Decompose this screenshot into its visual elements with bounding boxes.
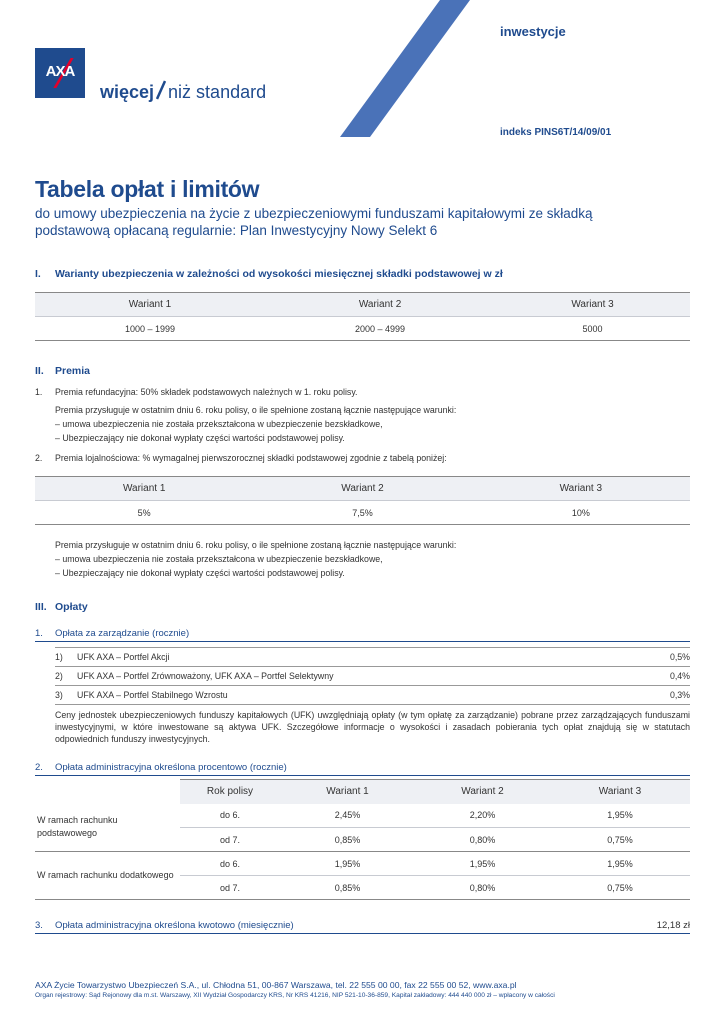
year-cell: do 6. [180,804,280,828]
tagline-slash [156,80,166,100]
table-row [55,686,690,705]
management-fee-note: Ceny jednostek ubezpieczeniowych funduszy kapitałowych (UFK) uwzględniają opłaty (w tym opłatę za zarządzanie) pobrane przez zarządzających funduszami inwestycyjnymi, w które inwestowane są aktywa UFK. Szczegółowe informacje o wysokości i zasadach pobierania tych opłat znajdują się w statutach odpowiednich funduszy inwestycyjnych. [55,710,690,744]
premia-item-2: Premia lojalnościowa: % wymagalnej pierwszorocznej składki podstawowej zgodnie z tabelą poniżej: [55,453,447,463]
fee-title: Opłata administracyjna określona procentowo (rocznie) [55,762,287,773]
loyalty-condition-intro: Premia przysługuje w ostatnim dniu 6. roku polisy, o ile spełnione zostaną łącznie następujące warunki: [55,540,457,550]
value-cell: 1000 – 1999 [35,317,265,341]
row-value: 0,4% [646,667,690,686]
value-cell: 2,20% [415,804,550,828]
fee2-heading [35,762,690,776]
premia-condition-intro: Premia przysługuje w ostatnim dniu 6. roku polisy, o ile spełnione zostaną łącznie następujące warunki: [55,405,457,415]
header-cell: Wariant 2 [265,293,495,317]
fee1-heading [35,628,690,642]
group-label: W ramach rachunku dodatkowego [35,852,180,900]
row-label: UFK AXA – Portfel Zrównoważony, UFK AXA – Portfel Selektywny [77,667,646,686]
header-cell: Wariant 3 [472,477,690,501]
header-cell: Rok polisy [180,780,280,804]
header-cell: Wariant 1 [35,293,265,317]
value-cell: 7,5% [253,501,471,525]
variants-table [35,292,690,341]
value-cell: 0,80% [415,876,550,900]
page-title: Tabela opłat i limitów [35,176,260,202]
section-title: Opłaty [55,601,88,613]
section-heading-variants [35,268,503,280]
document-index: indeks PINS6T/14/09/01 [500,127,612,138]
axa-logo [35,48,85,98]
header-cell: Wariant 2 [253,477,471,501]
row-value: 0,5% [646,648,690,667]
value-cell: 1,95% [415,852,550,876]
page-subtitle: do umowy ubezpieczenia na życie z ubezpieczeniowymi funduszami kapitałowymi ze składką podstawową opłacaną regularnie: Plan Inwestycyjny Nowy Selekt 6 [35,206,593,238]
section-title: Warianty ubezpieczenia w zależności od wysokości miesięcznej składki podstawowej w zł [55,268,503,280]
premia-condition-a: – umowa ubezpieczenia nie została przekształcona w ubezpieczenie bezskładkowe, [55,419,383,429]
premia-condition-b: – Ubezpieczający nie dokonał wypłaty części wartości podstawowej polisy. [55,433,345,443]
fee-number: 1. [35,628,43,639]
section-number: I. [35,268,41,280]
loyalty-condition-b: – Ubezpieczający nie dokonał wypłaty części wartości podstawowej polisy. [55,568,345,578]
value-cell: 1,95% [280,852,415,876]
section-tag: inwestycje [500,24,566,39]
year-cell: od 7. [180,828,280,852]
fee-title: Opłata administracyjna określona kwotowo (miesięcznie) [55,920,294,931]
section-heading-premia [35,365,90,377]
value-cell: 2,45% [280,804,415,828]
year-cell: do 6. [180,852,280,876]
table-row [55,667,690,686]
tagline-light: niż standard [168,82,267,102]
value-cell: 0,85% [280,828,415,852]
premia-item-1: Premia refundacyjna: 50% składek podstawowych należnych w 1. roku polisy. [55,387,358,397]
row-value: 0,3% [646,686,690,705]
year-cell: od 7. [180,876,280,900]
value-cell: 1,95% [550,804,690,828]
row-label: UFK AXA – Portfel Akcji [77,648,646,667]
fee3-heading [35,920,690,934]
tagline-bold: więcej [100,82,155,102]
header-cell: Wariant 1 [35,477,253,501]
fee-value: 12,18 zł [656,920,690,931]
logo-text: AXA [45,63,75,80]
header-cell: Wariant 3 [550,780,690,804]
tagline [100,78,266,103]
row-number: 3) [55,686,77,705]
loyalty-table [35,476,690,525]
section-number: II. [35,365,44,377]
value-cell: 0,75% [550,828,690,852]
value-cell: 5000 [495,317,690,341]
loyalty-condition-a: – umowa ubezpieczenia nie została przekształcona w ubezpieczenie bezskładkowe, [55,554,383,564]
fee-number: 3. [35,920,43,931]
management-fee-table [55,647,690,705]
value-cell: 0,75% [550,876,690,900]
header-cell: Wariant 2 [415,780,550,804]
value-cell: 0,80% [415,828,550,852]
value-cell: 1,95% [550,852,690,876]
footer-company: AXA Życie Towarzystwo Ubezpieczeń S.A., ul. Chłodna 51, 00-867 Warszawa, tel. 22 555 00 00, fax 22 555 00 52, www.axa.pl [35,980,517,990]
value-cell: 5% [35,501,253,525]
decorative-slash [0,0,725,140]
group-label: W ramach rachunku podstawowego [35,804,180,852]
table-row [35,804,690,828]
section-number: III. [35,601,47,613]
footer-registration: Organ rejestrowy: Sąd Rejonowy dla m.st. Warszawy, XII Wydział Gospodarczy KRS, Nr KRS 41216, NIP 521-10-36-859, Kapitał zakładowy: 444 440 000 zł – wpłacony w całości [35,992,555,999]
row-number: 2) [55,667,77,686]
list-number: 1. [35,387,43,397]
row-label: UFK AXA – Portfel Stabilnego Wzrostu [77,686,646,705]
admin-fee-table [35,779,690,900]
section-heading-fees [35,601,88,613]
row-number: 1) [55,648,77,667]
table-row [35,852,690,876]
fee-number: 2. [35,762,43,773]
header-cell: Wariant 1 [280,780,415,804]
section-title: Premia [55,365,91,377]
table-row [55,648,690,667]
header-cell: Wariant 3 [495,293,690,317]
value-cell: 2000 – 4999 [265,317,495,341]
fee-title: Opłata za zarządzanie (rocznie) [55,628,190,639]
value-cell: 0,85% [280,876,415,900]
list-number: 2. [35,453,43,463]
value-cell: 10% [472,501,690,525]
